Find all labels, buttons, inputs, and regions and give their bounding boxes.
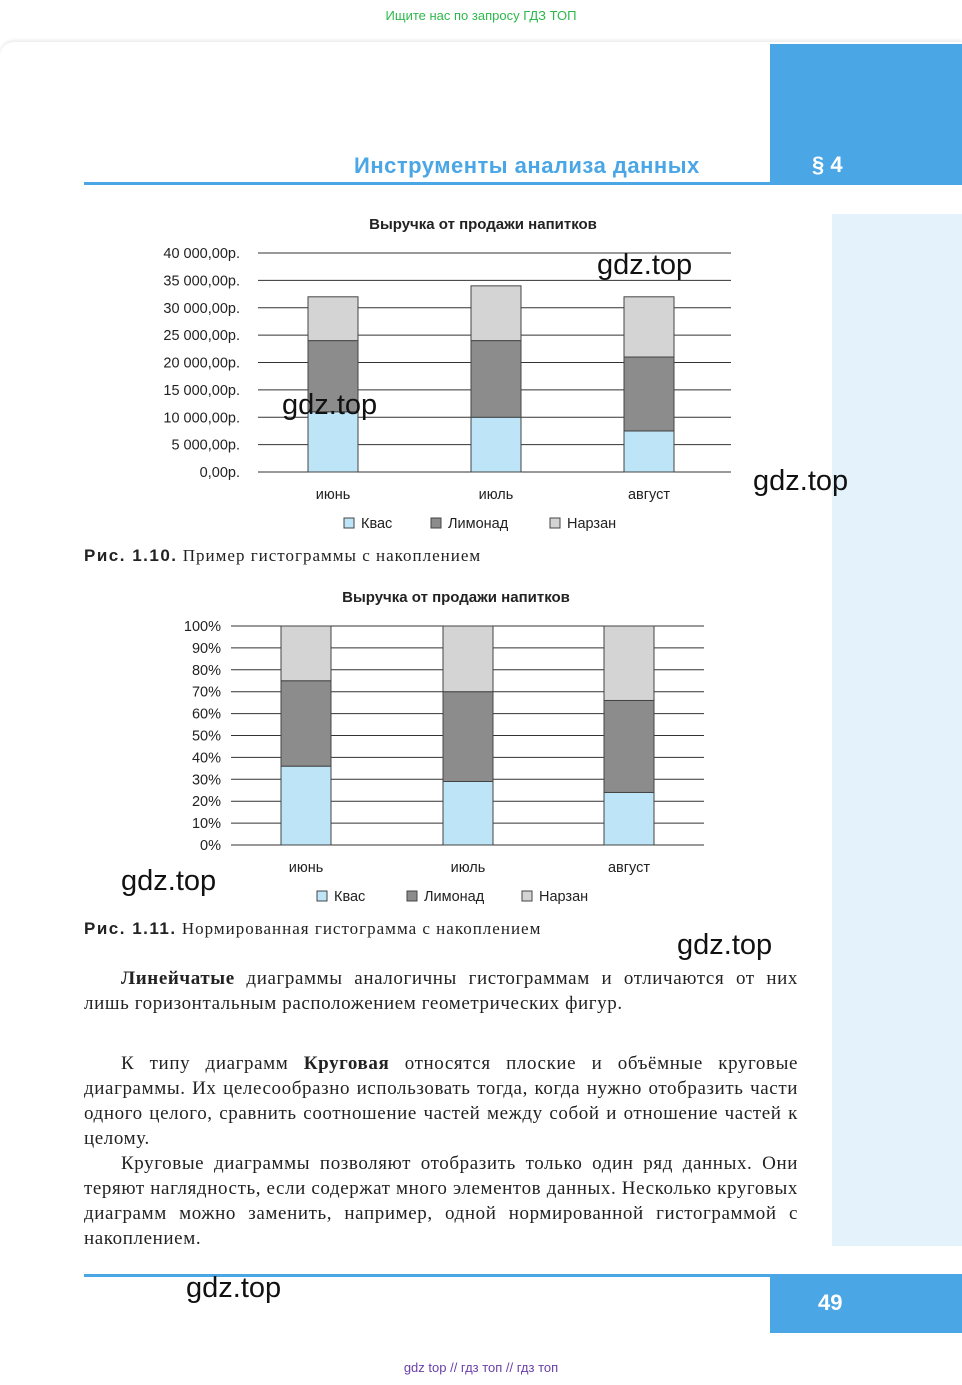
bar-segment-2-2: [624, 297, 674, 357]
bar-segment-0-2: [624, 431, 674, 472]
bar-segment-2-1: [443, 626, 493, 692]
x-axis-ticks: [289, 860, 651, 876]
legend-swatch: [317, 891, 327, 901]
legend-swatch: [522, 891, 532, 901]
y-tick-label: 30 000,00р.: [163, 300, 240, 317]
y-tick-label: 20%: [191, 794, 221, 811]
y-tick-label: 10%: [191, 816, 221, 833]
term-pie: Круговая: [303, 1053, 390, 1074]
y-tick-label: 60%: [191, 706, 221, 723]
margin-sidebar: [832, 214, 962, 1246]
legend-swatch: [550, 518, 560, 528]
y-tick-label: 30%: [191, 772, 221, 789]
paragraph-pie-limits: Круговые диаграммы позволяют отобразить только один ряд данных. Они теряют наглядность, если содержат много элементов данных. Несколько круговых диаграмм можно заменить, например, одной нормированной гистограммой с накоплением.: [84, 1153, 798, 1249]
bar-segment-1-2: [624, 357, 674, 431]
y-tick-label: 0%: [200, 838, 221, 854]
bar-segment-2-0: [308, 297, 358, 341]
normalized-stacked-bar-chart: [0, 578, 770, 913]
paragraph-text: диаграммы аналогичны гистограммам и отличаются от них лишь горизонтальным расположением геометрических фигур.: [84, 968, 798, 1014]
bar-segment-1-1: [471, 341, 521, 418]
section-box: [770, 44, 962, 184]
top-banner-text: Ищите нас по запросу ГДЗ ТОП: [385, 8, 577, 23]
chart-legend: [344, 516, 616, 532]
legend-label: Лимонад: [448, 516, 509, 532]
x-axis-ticks: [316, 487, 671, 503]
top-banner: [0, 0, 962, 42]
y-tick-label: 5 000,00р.: [171, 437, 240, 454]
bar-segment-0-0: [281, 766, 331, 845]
bar-segment-1-0: [281, 681, 331, 766]
y-tick-label: 20 000,00р.: [163, 355, 240, 372]
watermark: gdz.top: [121, 865, 217, 897]
bar-segment-0-2: [604, 792, 654, 845]
x-tick-label: август: [627, 487, 671, 503]
x-tick-label: июнь: [315, 487, 351, 503]
legend-swatch: [407, 891, 417, 901]
bar-segment-2-0: [281, 626, 331, 681]
bar-segment-2-2: [604, 626, 654, 700]
paragraph-pie: [84, 1051, 798, 1151]
watermark: gdz.top: [753, 465, 849, 497]
y-tick-label: 80%: [191, 662, 221, 679]
caption-text: Нормированная гистограмма с накоплением: [181, 919, 542, 938]
page-header-title: Инструменты анализа данных: [354, 153, 700, 178]
bar-segment-0-1: [443, 781, 493, 845]
watermark: gdz.top: [677, 929, 773, 961]
watermark: gdz.top: [186, 1272, 282, 1304]
caption-label: Рис. 1.11.: [84, 919, 177, 938]
legend-label: Квас: [361, 516, 393, 532]
chart-title: Выручка от продажи напитков: [369, 216, 597, 233]
y-tick-label: 100%: [183, 619, 221, 635]
y-tick-label: 90%: [191, 640, 221, 657]
bottom-links[interactable]: gdz top // гдз топ // гдз топ: [403, 1360, 559, 1375]
y-tick-label: 10 000,00р.: [163, 410, 240, 427]
bars: [308, 286, 674, 472]
y-axis-ticks: [184, 619, 221, 854]
page-number: 49: [818, 1290, 843, 1315]
bar-segment-1-2: [604, 700, 654, 792]
y-tick-label: 0,00р.: [199, 465, 240, 481]
page-number-box: [770, 1277, 962, 1333]
header-divider: [84, 182, 962, 185]
x-tick-label: июль: [450, 860, 486, 876]
legend-swatch: [344, 518, 354, 528]
bar-segment-1-1: [443, 692, 493, 782]
section-number: § 4: [812, 152, 843, 177]
figure-caption-1-11: [84, 919, 541, 939]
watermark: gdz.top: [282, 389, 378, 421]
y-tick-label: 50%: [191, 728, 221, 745]
y-tick-label: 40%: [191, 750, 221, 767]
y-tick-label: 40 000,00р.: [163, 246, 240, 262]
chart-title: Выручка от продажи напитков: [342, 589, 570, 606]
legend-label: Квас: [334, 889, 366, 905]
bar-segment-0-1: [471, 417, 521, 472]
caption-text: Пример гистограммы с накоплением: [182, 546, 482, 565]
legend-swatch: [431, 518, 441, 528]
caption-label: Рис. 1.10.: [84, 546, 178, 565]
x-tick-label: июль: [478, 487, 514, 503]
legend-label: Нарзан: [567, 516, 617, 532]
chart-legend: [317, 889, 588, 905]
y-axis-ticks: [163, 246, 240, 481]
bar-segment-2-1: [471, 286, 521, 341]
paragraph-linear: [84, 966, 798, 1016]
term-linear: Линейчатые: [121, 968, 235, 989]
x-tick-label: август: [607, 860, 651, 876]
y-tick-label: 70%: [191, 684, 221, 701]
figure-caption-1-10: [84, 546, 481, 566]
x-tick-label: июнь: [288, 860, 324, 876]
y-tick-label: 15 000,00р.: [163, 382, 240, 399]
paragraph-text: К типу диаграмм: [121, 1053, 304, 1074]
paragraph-text: относятся плоские и объёмные круговые диаграммы. Их целесообразно использовать тогда, когда нужно отобразить части одного целого, сравнить соотношение частей между собой и отношение частей к целому.: [84, 1053, 799, 1149]
y-tick-label: 35 000,00р.: [163, 273, 240, 290]
y-tick-label: 25 000,00р.: [163, 328, 240, 345]
legend-label: Лимонад: [424, 889, 485, 905]
watermark: gdz.top: [597, 249, 693, 281]
legend-label: Нарзан: [539, 889, 589, 905]
